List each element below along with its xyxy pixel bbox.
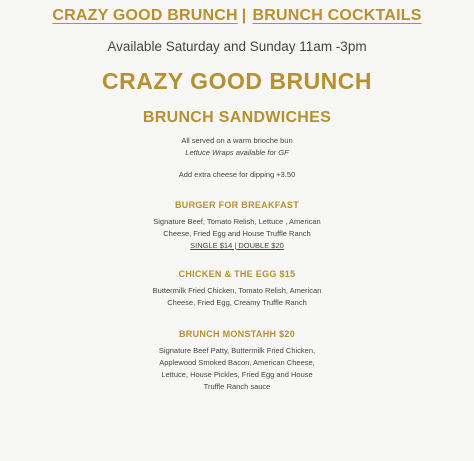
nav-separator: | — [241, 7, 247, 24]
bun-note: All served on a warm brioche bun — [181, 136, 293, 145]
availability-text: Available Saturday and Sunday 11am -3pm — [107, 39, 367, 54]
menu-item-desc-line: Cheese, Fried Egg, Creamy Truffle Ranch — [167, 298, 307, 307]
nav-link-crazy-good-brunch[interactable]: CRAZY GOOD BRUNCH — [52, 7, 238, 24]
menu-item-desc-line: Lettuce, House Pickles, Fried Egg and House — [161, 370, 313, 379]
menu-item-desc-line: Buttermilk Fried Chicken, Tomato Relish, American — [152, 286, 322, 295]
menu-item-desc-line: Truffle Ranch sauce — [203, 382, 271, 391]
menu-item-description — [142, 285, 332, 309]
menu-item-desc-line: Signature Beef, Tomato Relish, Lettuce , American — [153, 217, 321, 226]
menu-item-desc-line: Cheese, Fried Egg and House Truffle Ranch — [163, 229, 311, 238]
gf-note: Lettuce Wraps available for GF — [185, 148, 289, 157]
menu-item-description — [142, 345, 332, 393]
menu-item-title-burger-for-breakfast: BURGER FOR BREAKFAST — [174, 200, 299, 210]
menu-item-title-brunch-monstahh: BRUNCH MONSTAHH $20 — [178, 329, 296, 339]
menu-item-desc-line: Applewood Smoked Bacon, American Cheese, — [159, 358, 315, 367]
menu-item-description — [142, 216, 332, 252]
menu-top-nav — [0, 0, 474, 25]
menu-item-price: SINGLE $14 | DOUBLE $20 — [190, 241, 284, 250]
cheese-note: Add extra cheese for dipping +3.50 — [178, 170, 296, 179]
section-title-brunch-sandwiches: BRUNCH SANDWICHES — [142, 109, 332, 126]
menu-item-desc-line: Signature Beef Patty, Buttermilk Fried Chicken, — [158, 346, 316, 355]
page-title: CRAZY GOOD BRUNCH — [101, 68, 373, 94]
nav-link-brunch-cocktails[interactable]: BRUNCH COCKTAILS — [252, 7, 422, 24]
menu-item-title-chicken-and-the-egg: CHICKEN & THE EGG $15 — [178, 269, 296, 279]
